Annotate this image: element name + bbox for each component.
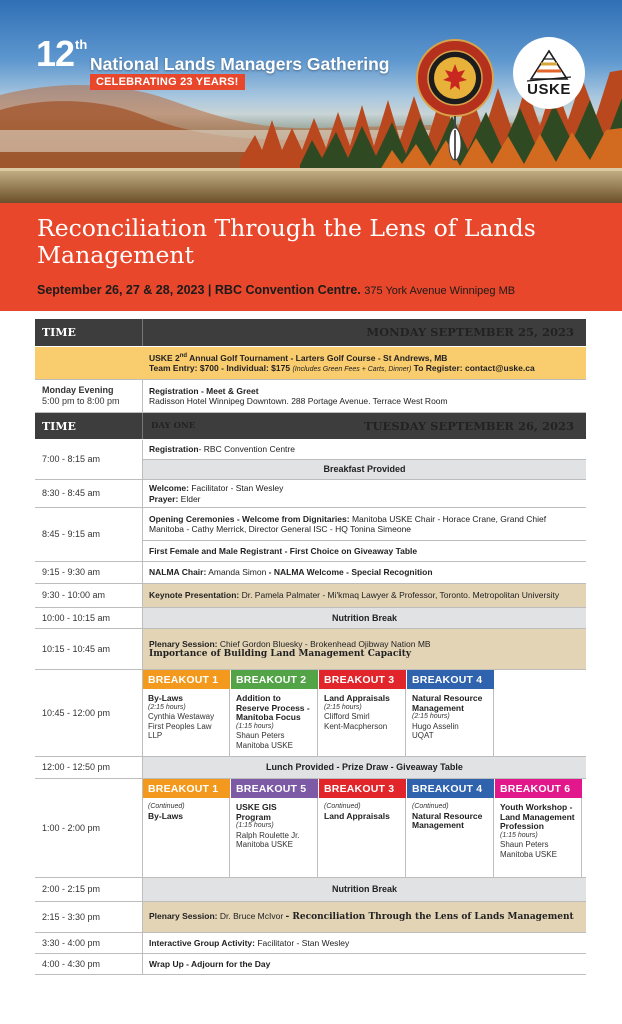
breakout-dur: (1:15 hours): [500, 831, 538, 839]
breakout-label: BREAKOUT 5: [231, 779, 318, 798]
breakout-session: [231, 689, 318, 756]
anniversary-badge: CELEBRATING 23 YEARS!: [90, 74, 245, 90]
breakout-who2: Manitoba USKE: [236, 740, 293, 750]
golf-tournament-row: USKE 2nd Annual Golf Tournament - Larters Golf Course - St Andrews, MB Team Entry: $700 - Individual: $175 (Includes Green Fees + Carts, Dinner) To Register: contact@uske.ca: [35, 347, 586, 380]
breakouts-morning-row: 10:45 - 12:00 pm BREAKOUT 1 BREAKOUT 2 BREAKOUT 3 BREAKOUT 4 By-Laws (2:15 hours) Cynthia Westaway First Peoples Law LLP Addition to Reserve Process - Manitoba Focus (1:15 hours) Shaun Peters Manitoba USKE Land Appraisals (2:15 hours) Clifford Smirl Kent-Macpherson Natural Resource Management (2:15 hours) Hugo Asselin UQAT: [35, 670, 586, 757]
breakout-session: [495, 798, 582, 877]
breakout-note: (Continued): [148, 803, 185, 810]
breakout-note: (Continued): [412, 803, 449, 810]
schedule-row: 2:00 - 2:15 pm Nutrition Break: [35, 878, 586, 902]
day-one-label: DAY ONE: [151, 420, 196, 431]
uske-logo: USKE: [513, 37, 585, 109]
breakout-label: BREAKOUT 3: [319, 670, 406, 689]
breakout-dur: (2:15 hours): [148, 703, 186, 711]
breakout-label: BREAKOUT 1: [143, 779, 230, 798]
breakout-label: BREAKOUT 3: [319, 779, 406, 798]
teepee-icon: [513, 37, 585, 109]
breakout-session: [143, 798, 230, 877]
edition-number: 12th: [36, 33, 88, 74]
breakout-dur: (1:15 hours): [236, 822, 274, 829]
schedule-row: 10:15 - 10:45 am Plenary Session: Chief Gordon Bluesky - Brokenhead Ojibway Nation MB Importance of Building Land Management Capacity: [35, 629, 586, 670]
breakout-who2: First Peoples Law: [148, 721, 212, 731]
breakout-who1: Ralph Roulette Jr.: [236, 830, 300, 840]
breakout-who1: Clifford Smirl: [324, 712, 370, 721]
hero-banner: [0, 0, 622, 203]
breakout-dur: (1:15 hours): [236, 722, 274, 730]
breakout-who2: Kent-Macpherson: [324, 721, 388, 731]
breakout-label: BREAKOUT 1: [143, 670, 230, 689]
venue-address: 375 York Avenue Winnipeg MB: [364, 285, 516, 297]
breakout-title: Natural Resource Management: [412, 693, 483, 713]
monday-evening-row: Monday Evening 5:00 pm to 8:00 pm Registration - Meet & Greet Radisson Hotel Winnipeg Downtown. 288 Portage Avenue. Terrace West Room: [35, 380, 586, 413]
breakout-session: [407, 689, 494, 756]
breakout-label: BREAKOUT 2: [231, 670, 318, 689]
breakout-title: Youth Workshop - Land Management Profession: [500, 802, 575, 831]
nalma-logo: [415, 38, 495, 164]
schedule-row: 9:15 - 9:30 am NALMA Chair: Amanda Simon - NALMA Welcome - Special Recognition: [35, 562, 586, 584]
breakout-session: [319, 689, 406, 756]
breakout-who2: Manitoba USKE: [236, 840, 293, 849]
breakout-who1: Hugo Asselin: [412, 721, 459, 731]
breakout-label: BREAKOUT 4: [407, 779, 494, 798]
breakout-title: By-Laws: [148, 693, 183, 703]
schedule-row: 10:00 - 10:15 am Nutrition Break: [35, 608, 586, 629]
schedule-row: 12:00 - 12:50 pm Lunch Provided - Prize Draw - Giveaway Table: [35, 757, 586, 779]
page-title: Reconciliation Through the Lens of Lands Management: [37, 214, 536, 269]
breakout-who1: Shaun Peters: [500, 840, 549, 849]
breakout-dur: (2:15 hours): [324, 703, 362, 711]
breakout-who2: UQAT: [412, 731, 434, 740]
breakout-title: USKE GIS Program: [236, 802, 277, 822]
breakout-who1: Cynthia Westaway: [148, 712, 215, 721]
schedule-row: 4:00 - 4:30 pm Wrap Up - Adjourn for the Day: [35, 954, 586, 975]
tuesday-header-row: TIME DAY ONE TUESDAY SEPTEMBER 26, 2023: [35, 413, 586, 440]
monday-date-header: MONDAY SEPTEMBER 25, 2023: [366, 325, 574, 340]
schedule-row: 8:30 - 8:45 am Welcome: Facilitator - Stan Wesley Prayer: Elder: [35, 480, 586, 508]
breakout-dur: (2:15 hours): [412, 713, 450, 720]
breakout-session: [319, 798, 406, 877]
breakout-who1: Shaun Peters: [236, 731, 285, 740]
time-column-header: TIME: [35, 319, 143, 346]
event-name: National Lands Managers Gathering: [90, 54, 390, 74]
breakout-title: Addition to Reserve Process - Manitoba Focus: [236, 693, 310, 722]
breakout-title: By-Laws: [148, 810, 183, 821]
breakout-session: [407, 798, 494, 877]
schedule-row: 9:30 - 10:00 am Keynote Presentation: Dr. Pamela Palmater - Mi'kmaq Lawyer & Professor, Toronto. Metropolitan University: [35, 584, 586, 608]
breakout-session: [231, 798, 318, 877]
schedule-row: 8:45 - 9:15 am Opening Ceremonies - Welcome from Dignitaries: Manitoba USKE Chair - Horace Crane, Grand Chief Manitoba - Cathy Merrick, Director General ISC - HQ Tonina Simeone First Female and Male Registrant - First Choice on Giveaway Table: [35, 508, 586, 562]
breakout-title: Natural Resource Management: [412, 810, 483, 830]
breakout-who2: Manitoba USKE: [500, 849, 557, 859]
breakouts-afternoon-row: 1:00 - 2:00 pm BREAKOUT 1 BREAKOUT 5 BREAKOUT 3 BREAKOUT 4 BREAKOUT 6 (Continued) By-Laws USKE GIS Program (1:15 hours) Ralph Roulette Jr. Manitoba USKE (Continued) Land Appraisals (Continued) Natural Resource Management Youth Workshop - Land Management Profession (1:15 hours) Shaun Peters Manitoba USKE: [35, 779, 586, 878]
monday-header-row: [35, 319, 586, 347]
schedule-row: 2:15 - 3:30 pm Plenary Session: Dr. Bruce McIvor - Reconciliation Through the Lens of Lands Management: [35, 902, 586, 933]
schedule-table: [35, 319, 586, 975]
schedule-row: 3:30 - 4:00 pm Interactive Group Activity: Facilitator - Stan Wesley: [35, 933, 586, 954]
event-dates-venue: September 26, 27 & 28, 2023 | RBC Convention Centre. 375 York Avenue Winnipeg MB: [37, 283, 516, 297]
breakout-note: (Continued): [324, 803, 361, 810]
breakout-label: BREAKOUT 6: [495, 779, 582, 798]
breakout-who3: LLP: [148, 731, 163, 740]
schedule-row: 7:00 - 8:15 am Registration - RBC Convention Centre Breakfast Provided: [35, 440, 586, 480]
breakout-title: Land Appraisals: [324, 810, 390, 821]
tuesday-date-header: TUESDAY SEPTEMBER 26, 2023: [363, 418, 574, 433]
breakout-label: BREAKOUT 4: [407, 670, 494, 689]
title-banner: [0, 203, 622, 311]
breakout-session: [143, 689, 230, 756]
breakout-title: Land Appraisals: [324, 693, 390, 703]
